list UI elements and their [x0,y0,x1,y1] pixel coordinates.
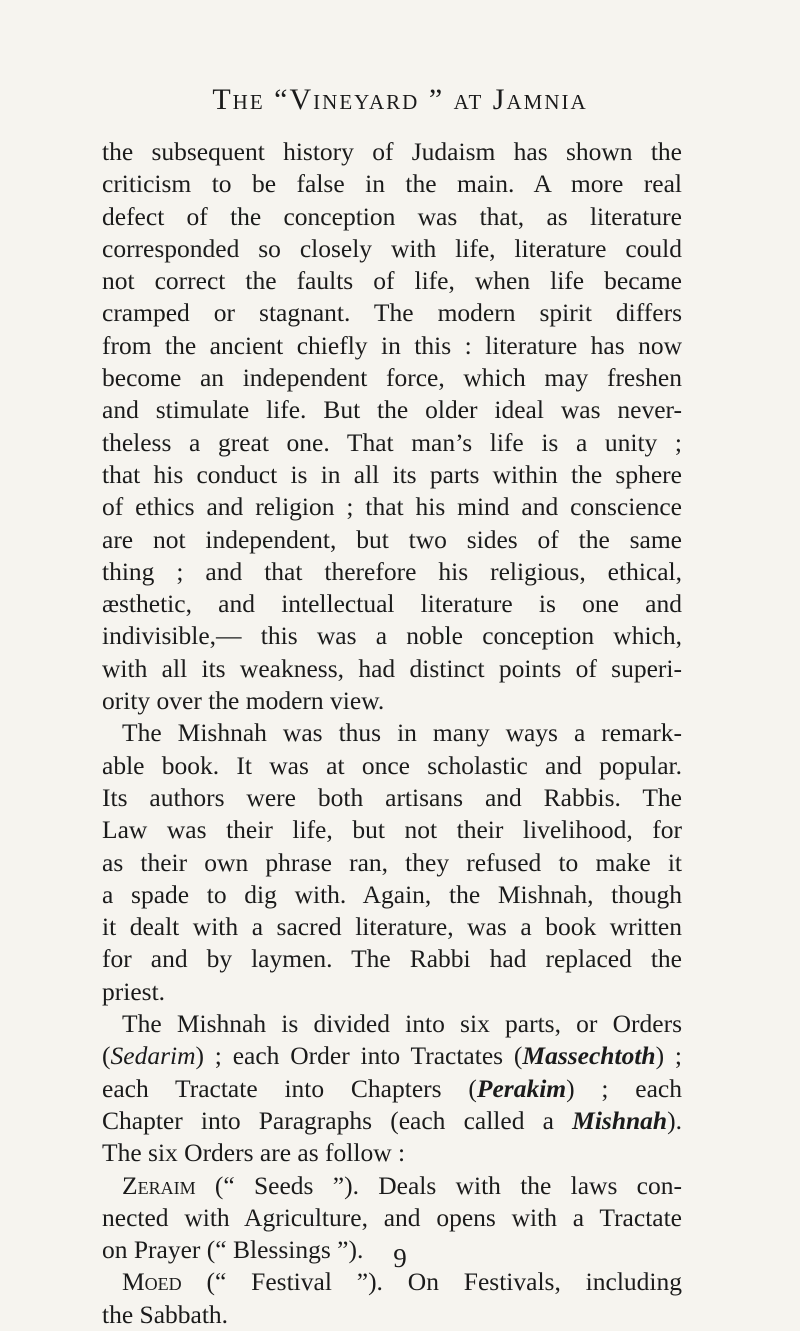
text-line: from the ancient chiefly in this : literature has now [102,330,682,360]
term-perakim: Perakim [476,1073,567,1103]
text-line: Law was their life, but not their livelihood, for [102,815,682,845]
term-mishnah: Mishnah [572,1105,668,1135]
text-line: ority over the modern view. [102,686,385,716]
text-line: with all its weakness, had distinct points of superi- [102,653,682,683]
text-line: it dealt with a sacred literature, was a book written [102,912,682,942]
page-number: 9 [393,1243,407,1273]
text-line: defect of the conception was that, as literature [102,201,682,231]
text-span: (“ Seeds ”). Deals with the laws con- [195,1170,682,1200]
text-line: corresponded so closely with life, literature could [102,233,682,263]
text-line: criticism to be false in the main. A more real [102,169,682,199]
text-line: priest. [102,976,166,1006]
text-line: as their own phrase ran, they refused to make it [102,847,682,877]
text-line: a spade to dig with. Again, the Mishnah, though [102,879,682,909]
text-span: (“ Festival ”). On Festivals, including [181,1267,682,1297]
text-span: ). [667,1105,682,1135]
text-line: cramped or stagnant. The modern spirit differs [102,298,682,328]
text-line: The six Orders are as follow : [102,1138,406,1168]
term-sedarim: Sedarim [110,1041,196,1071]
text-span: ) ; [655,1041,682,1071]
text-line: thing ; and that therefore his religious, ethical, [102,556,682,586]
text-line: nected with Agriculture, and opens with a Tractate [102,1202,682,1232]
text-line: of ethics and religion ; that his mind and conscience [102,492,682,522]
text-line: theless a great one. That man’s life is a unity ; [102,427,682,457]
running-head: The “Vineyard ” at Jamnia [212,83,588,116]
text-span: ( [102,1041,111,1071]
text-line: Its authors were both artisans and Rabbis. The [102,782,682,812]
text-line [102,1073,682,1105]
text-line: on Prayer (“ Blessings ”). [102,1235,364,1265]
text-line: for and by laymen. The Rabbi had replaced the [102,944,682,974]
text-line: The Mishnah is divided into six parts, or Orders [122,1009,682,1039]
text-line: become an independent force, which may freshen [102,363,682,393]
text-span: Chapter into Paragraphs (each called a [102,1105,573,1135]
text-line: that his conduct is in all its parts within the sphere [102,459,682,489]
text-line: The Mishnah was thus in many ways a remark- [122,718,682,748]
text-span: each Tractate into Chapters ( [102,1073,477,1103]
text-line: are not independent, but two sides of the same [102,524,682,554]
text-line: the subsequent history of Judaism has shown the [102,137,682,166]
term-massechtoth: Massechtoth [522,1041,656,1071]
text-line [102,1040,682,1072]
text-line: and stimulate life. But the older ideal was never- [102,395,682,425]
text-span: ) ; each Order into Tractates ( [195,1041,523,1071]
order-name-zeraim: Zeraim [122,1170,196,1200]
text-line [102,1105,682,1137]
text-line [102,1170,682,1202]
text-line: not correct the faults of life, when life became [102,266,682,296]
text-line: indivisible,— this was a noble conception which, [102,621,682,651]
text-line: able book. It was at once scholastic and popular. [102,750,682,780]
order-name-moed: Moed [122,1267,182,1297]
body-text [102,136,682,1331]
text-line: the Sabbath. [102,1299,229,1329]
text-line: æsthetic, and intellectual literature is one and [102,589,682,619]
text-span: ) ; each [566,1073,683,1103]
